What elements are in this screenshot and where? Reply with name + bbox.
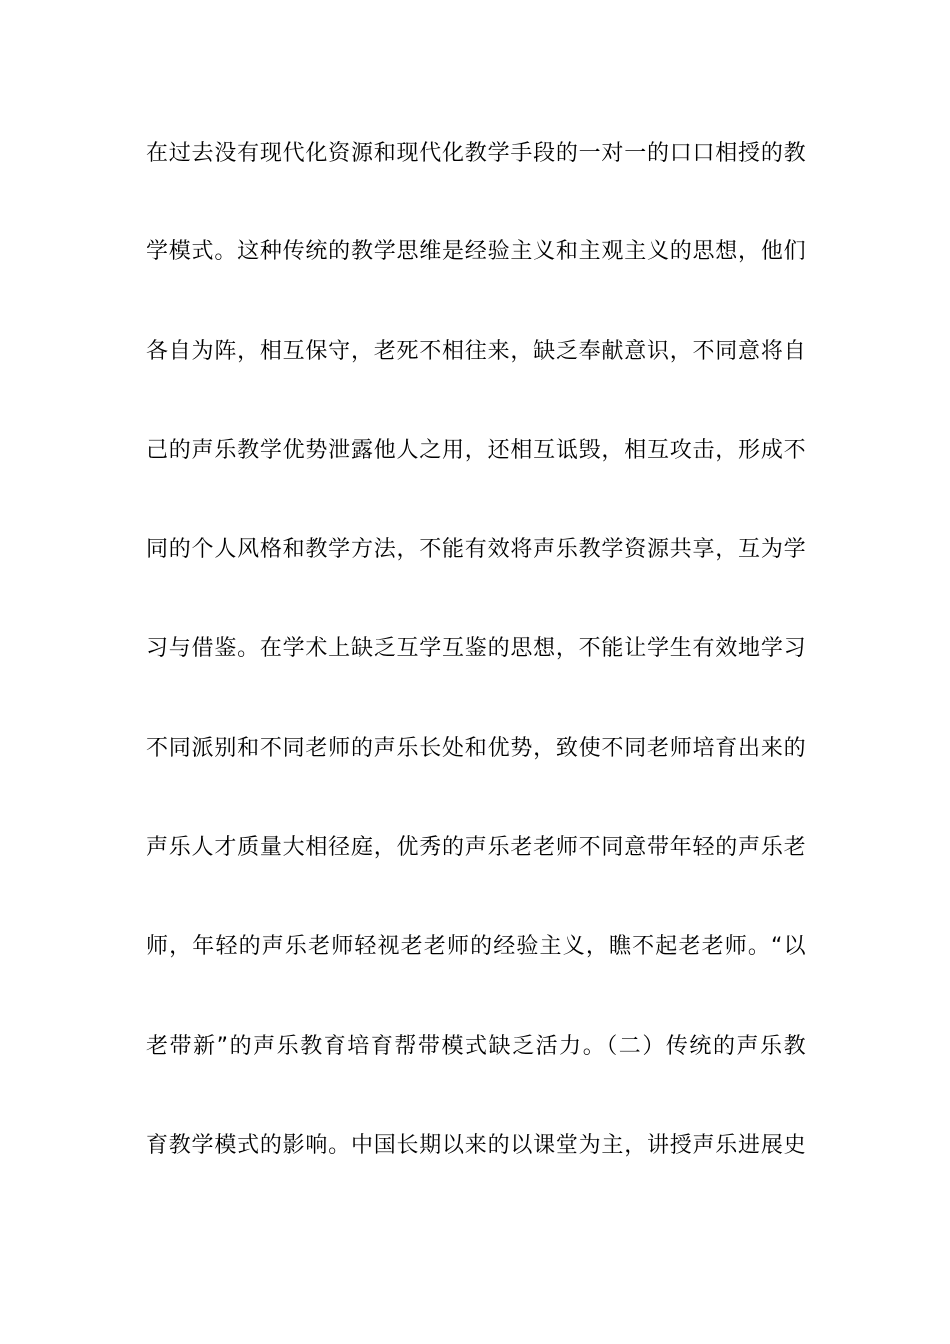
- body-text-line: 育教学模式的影响。中国长期以来的以课堂为主，讲授声乐进展史: [146, 1133, 806, 1158]
- body-text-line: 同的个人风格和教学方法，不能有效将声乐教学资源共享，互为学: [146, 537, 806, 562]
- body-text-line: 各自为阵，相互保守，老死不相往来，缺乏奉献意识，不同意将自: [146, 339, 806, 364]
- body-text-line: 在过去没有现代化资源和现代化教学手段的一对一的口口相授的教: [146, 141, 806, 166]
- body-text-line: 师，年轻的声乐老师轻视老老师的经验主义，瞧不起老老师。“以: [146, 934, 806, 959]
- body-text-line: 声乐人才质量大相径庭，优秀的声乐老老师不同意带年轻的声乐老: [146, 835, 806, 860]
- body-text-line: 学模式。这种传统的教学思维是经验主义和主观主义的思想，他们: [146, 239, 806, 264]
- body-text-line: 不同派别和不同老师的声乐长处和优势，致使不同老师培育出来的: [146, 736, 806, 761]
- body-text-line: 己的声乐教学优势泄露他人之用，还相互诋毁，相互攻击，形成不: [146, 438, 806, 463]
- body-text-line: 老带新”的声乐教育培育帮带模式缺乏活力。（二）传统的声乐教: [146, 1034, 806, 1059]
- body-text-line: 习与借鉴。在学术上缺乏互学互鉴的思想，不能让学生有效地学习: [146, 636, 806, 661]
